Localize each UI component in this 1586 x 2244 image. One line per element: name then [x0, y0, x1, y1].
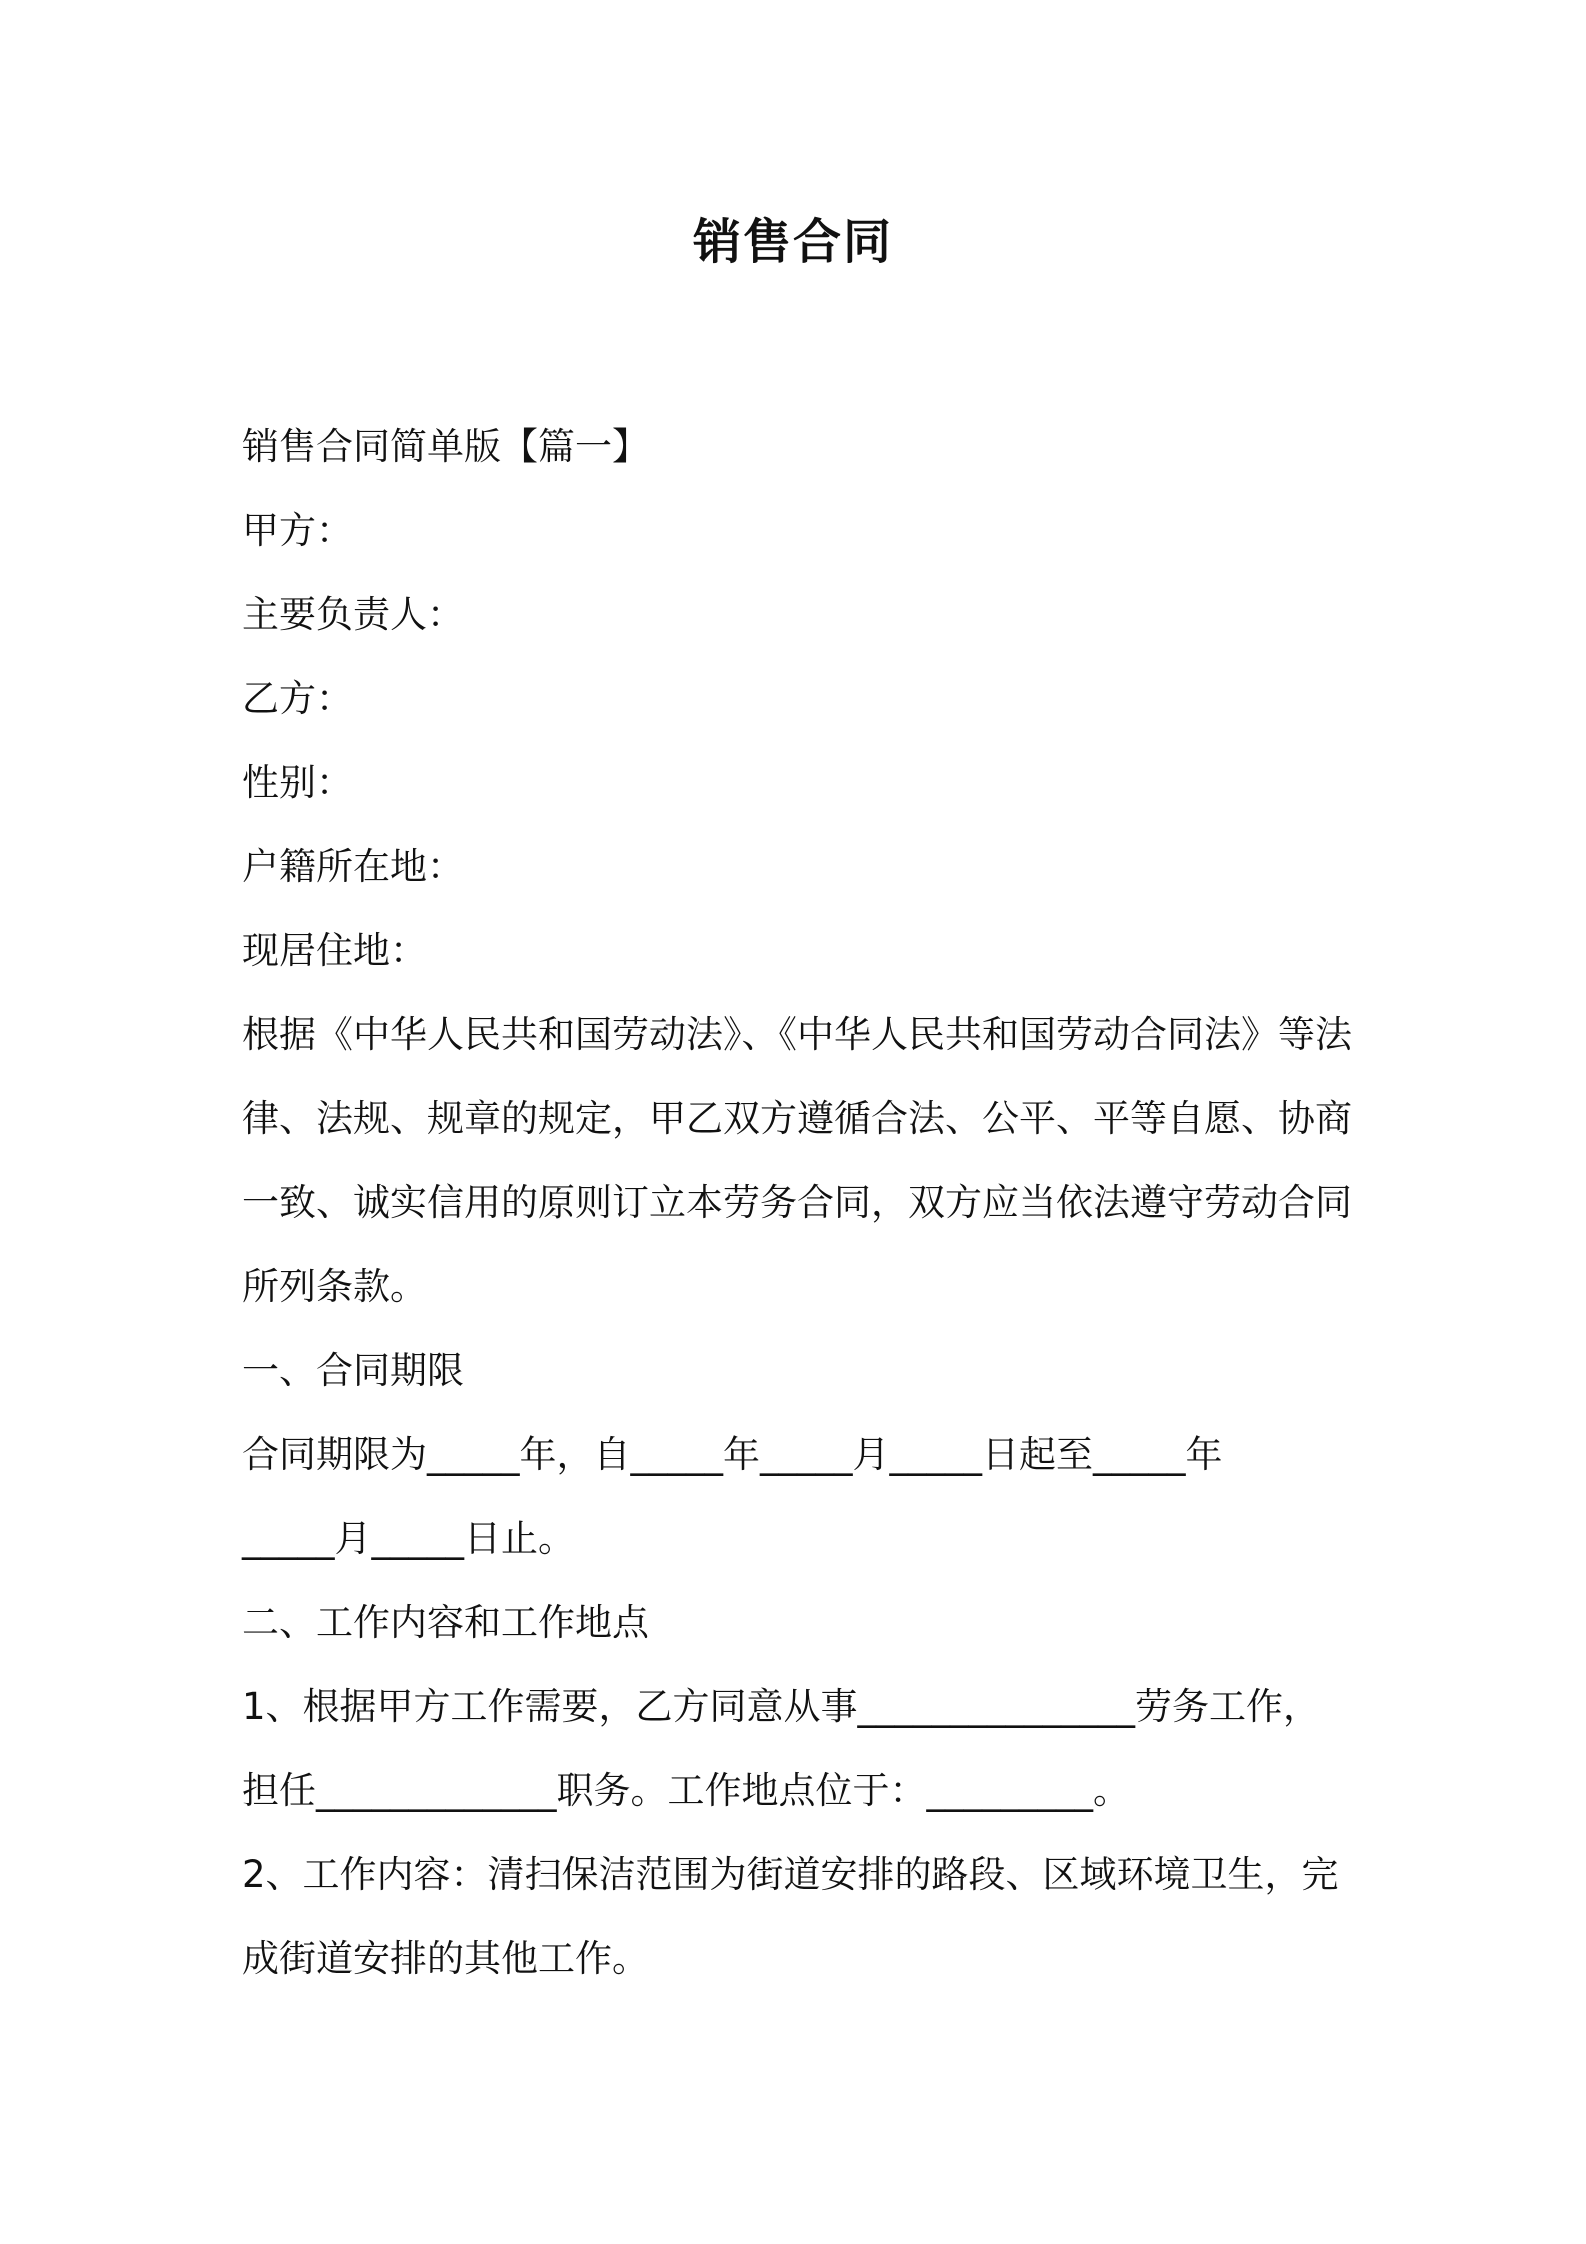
- paragraph-line: 律、法规、规章的规定，甲乙双方遵循合法、公平、平等自愿、协商: [242, 1097, 1352, 1140]
- document-title: 销售合同: [692, 214, 893, 270]
- paragraph-line: 一致、诚实信用的原则订立本劳务合同，双方应当依法遵守劳动合同: [242, 1181, 1352, 1224]
- gender-label: 性别：: [242, 761, 353, 804]
- work-content-line: 1、根据甲方工作需要，乙方同意从事_______________劳务工作，: [242, 1685, 1321, 1728]
- principal-label: 主要负责人：: [242, 593, 464, 636]
- party-b-label: 乙方：: [242, 677, 353, 720]
- document-body: [242, 405, 1362, 2001]
- household-registration-label: 户籍所在地：: [242, 845, 464, 888]
- section-heading-work-content: 二、工作内容和工作地点: [242, 1601, 649, 1644]
- paragraph-line: 根据《中华人民共和国劳动法》、《中华人民共和国劳动合同法》等法: [242, 1013, 1352, 1056]
- work-content-line: 成街道安排的其他工作。: [242, 1937, 649, 1980]
- contract-term-line: 合同期限为_____年，自_____年_____月_____日起至_____年: [242, 1433, 1223, 1476]
- paragraph-line: 所列条款。: [242, 1265, 427, 1308]
- work-content-line: 担任_____________职务。工作地点位于：_________。: [242, 1769, 1130, 1812]
- subtitle-line: 销售合同简单版【篇一】: [242, 425, 649, 468]
- party-a-label: 甲方：: [242, 509, 353, 552]
- current-residence-label: 现居住地：: [242, 929, 427, 972]
- section-heading-contract-term: 一、合同期限: [242, 1349, 464, 1392]
- work-content-line: 2、工作内容：清扫保洁范围为街道安排的路段、区域环境卫生，完: [242, 1853, 1339, 1896]
- contract-term-line: _____月_____日止。: [242, 1517, 575, 1560]
